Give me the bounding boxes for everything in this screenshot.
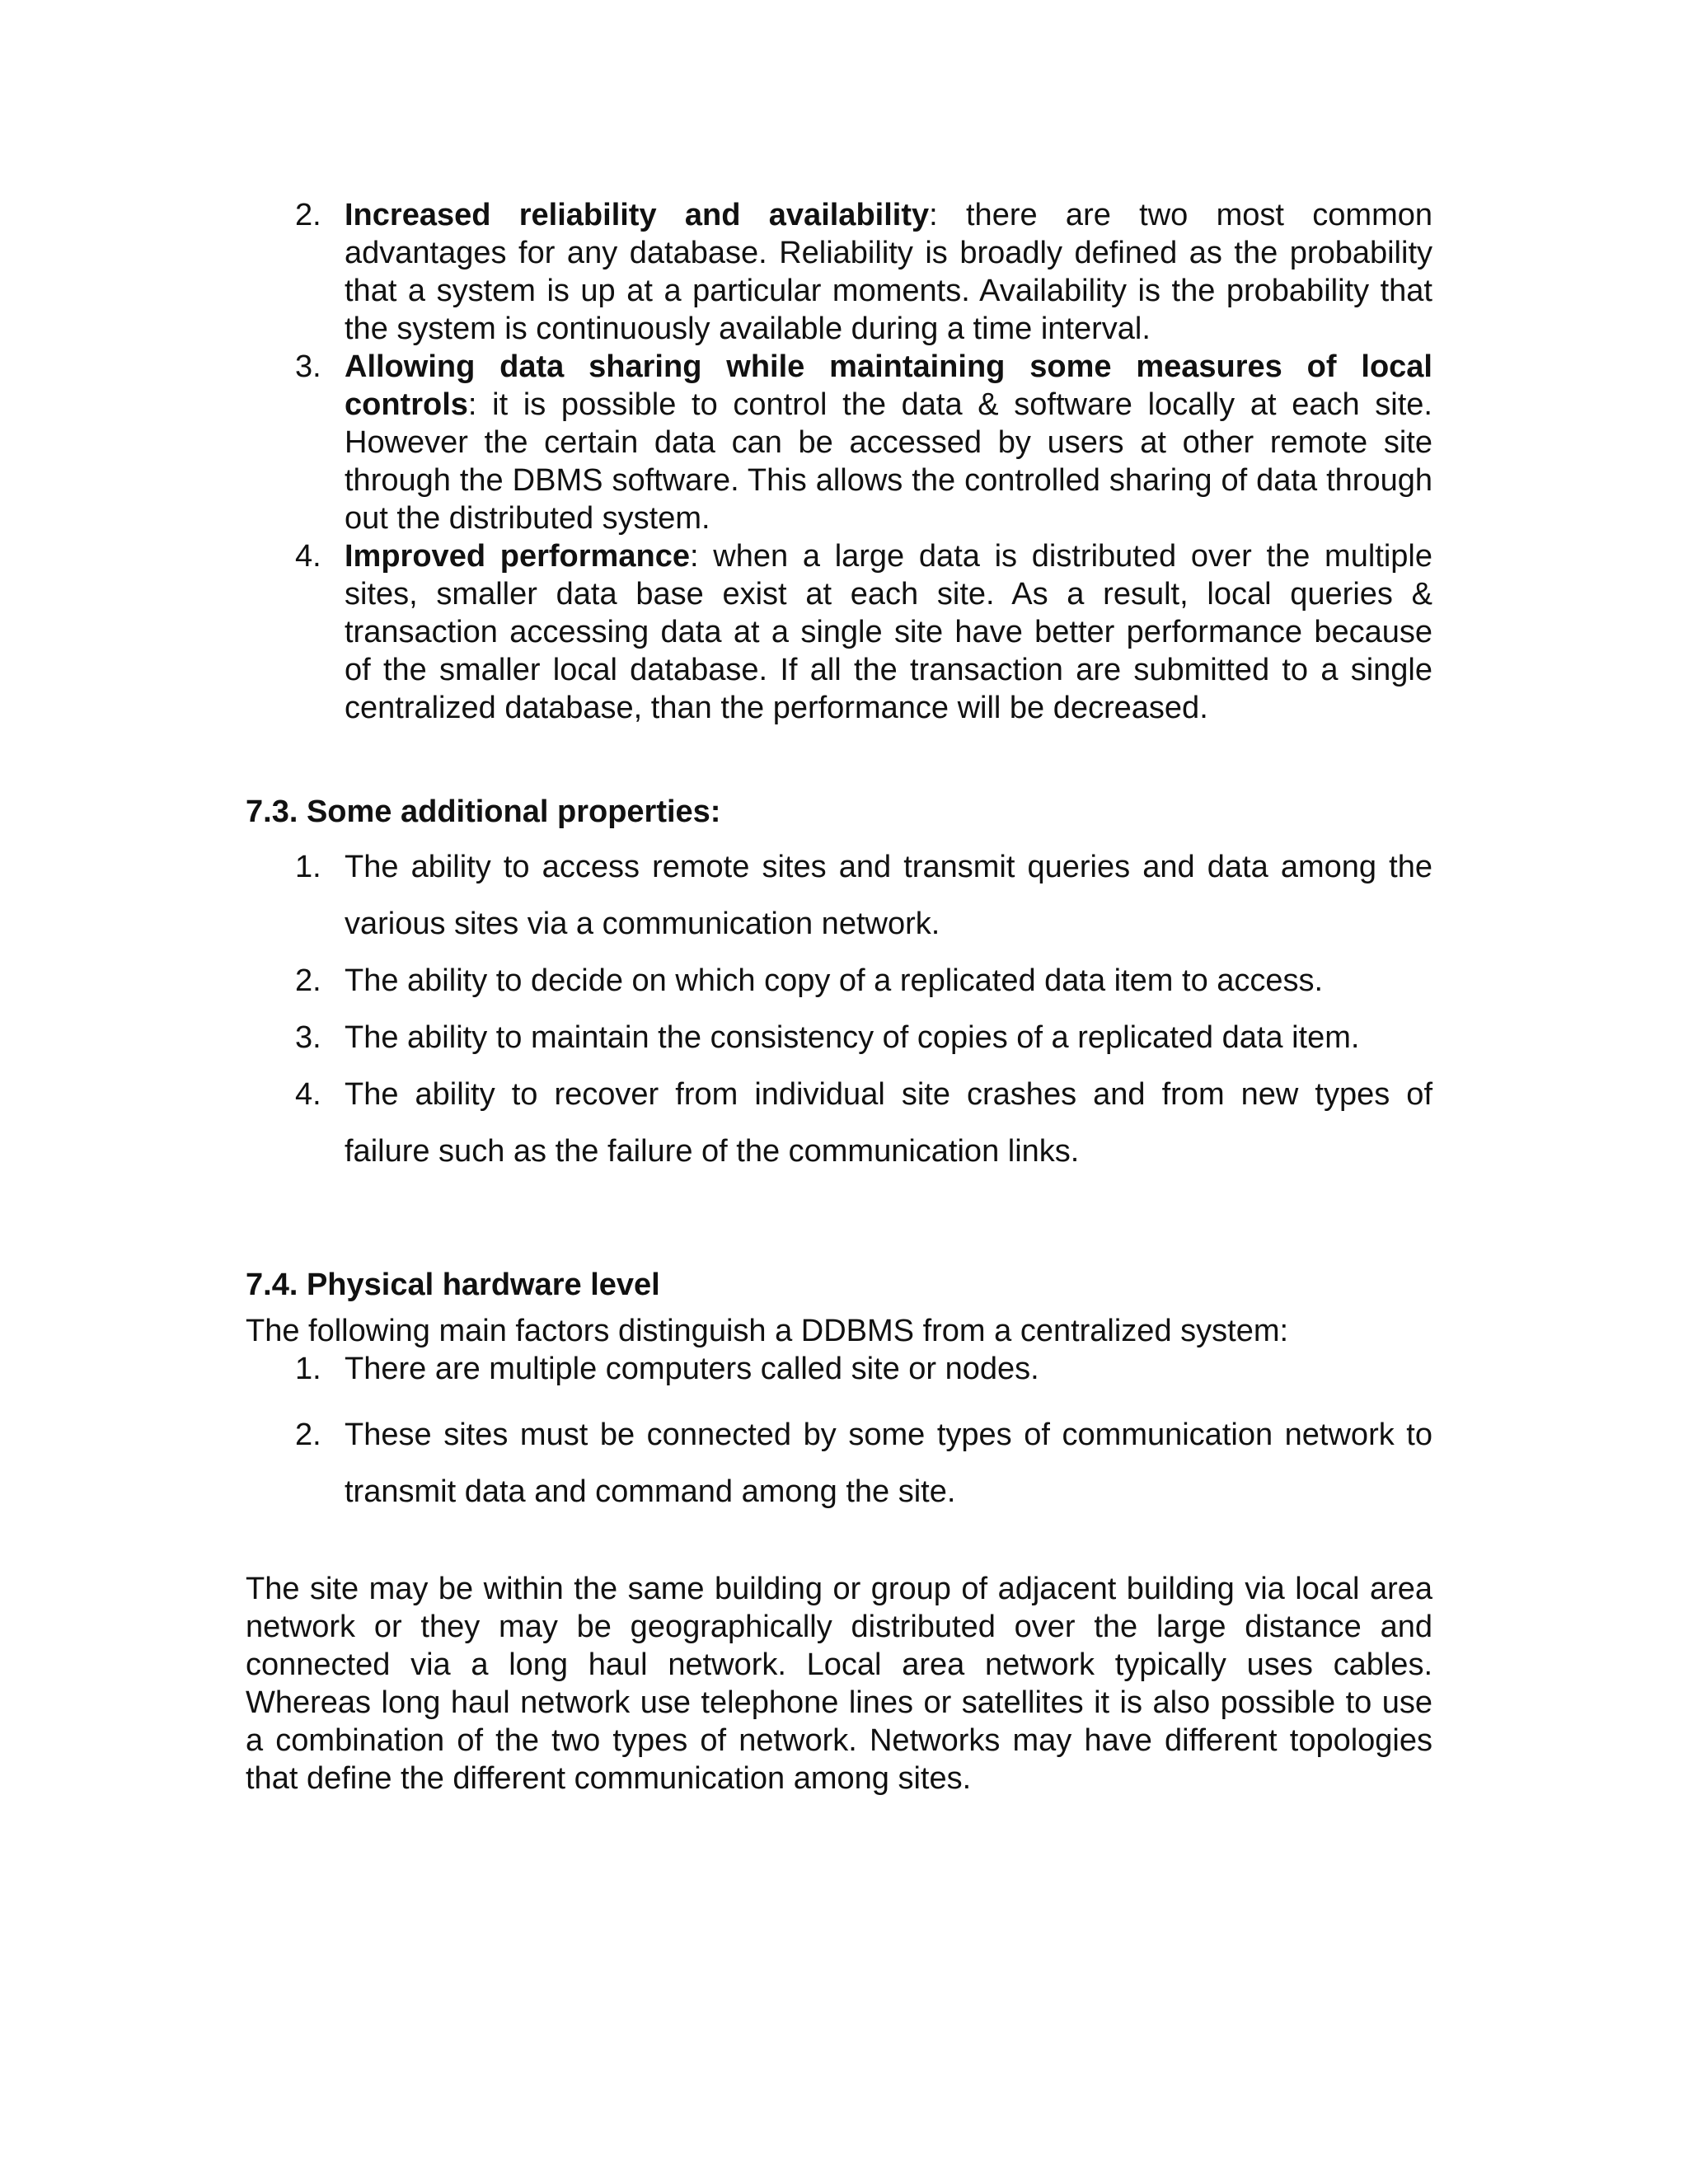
list-item <box>246 953 1432 1010</box>
list-item-text: The ability to access remote sites and transmit queries and data among the various sites via a communication network. <box>345 850 1432 941</box>
section-intro: The following main factors distinguish a DDBMS from a centralized system: <box>246 1314 1289 1348</box>
list-item-number: 2. <box>295 198 321 232</box>
list-item-number: 2. <box>295 1418 321 1452</box>
hardware-factors-list <box>246 1350 1432 1521</box>
list-item-number: 1. <box>295 1352 321 1386</box>
list-item-term: Improved performance <box>345 539 690 574</box>
list-item-text: : it is possible to control the data & software locally at each site. However the certain data can be accessed by users at other remote site through the DBMS software. This allows the controlled sharing of data through out the distributed system. <box>345 387 1432 536</box>
list-item-number: 4. <box>295 1077 321 1112</box>
list-item-text: These sites must be connected by some types of communication network to transmit data and command among the site. <box>345 1418 1432 1509</box>
list-item <box>246 1407 1432 1521</box>
list-item-number: 1. <box>295 850 321 884</box>
page-content <box>246 196 1432 1797</box>
list-item-number: 3. <box>295 349 321 384</box>
list-item-term: Increased reliability and availability <box>345 198 930 232</box>
list-item <box>246 196 1432 348</box>
body-paragraph: The site may be within the same building or group of adjacent building via local area network or they may be geographically distributed over the large distance and connected via a long haul network. Local area network typically uses cables. Whereas long haul network use telephone lines or satellites it is also possible to use a combination of the two types of network. Networks may have different topologies that define the different communication among sites. <box>246 1572 1432 1796</box>
section-heading-7-4: 7.4. Physical hardware level <box>246 1268 660 1302</box>
list-item-text: The ability to maintain the consistency of copies of a replicated data item. <box>345 1020 1360 1055</box>
list-item-text: : there are two most common advantages for any database. Reliability is broadly defined as the probability that a system is up at a particular moments. Availability is the probability that the system is continuously available during a time interval. <box>345 198 1432 346</box>
list-item-text: The ability to recover from individual site crashes and from new types of failure such as the failure of the communication links. <box>345 1077 1432 1169</box>
list-item-text: The ability to decide on which copy of a replicated data item to access. <box>345 963 1324 998</box>
list-item <box>246 1066 1432 1180</box>
list-item <box>246 348 1432 537</box>
section-heading-7-3: 7.3. Some additional properties: <box>246 794 721 829</box>
list-item-text: There are multiple computers called site or nodes. <box>345 1352 1039 1386</box>
additional-properties-list <box>246 839 1432 1180</box>
list-item <box>246 1010 1432 1066</box>
list-item-number: 3. <box>295 1020 321 1055</box>
list-item-number: 2. <box>295 963 321 998</box>
list-item <box>246 1350 1432 1388</box>
list-item-text: : when a large data is distributed over the multiple sites, smaller data base exist at each site. As a result, local queries & transaction accessing data at a single site have better performance because of the smaller local database. If all the transaction are submitted to a single centralized database, than the performance will be decreased. <box>345 539 1432 725</box>
list-item-number: 4. <box>295 539 321 574</box>
list-item <box>246 537 1432 727</box>
list-item <box>246 839 1432 953</box>
list-item-term: Allowing data sharing while maintaining some measures of local controls <box>345 349 1432 422</box>
advantages-list <box>246 196 1432 727</box>
